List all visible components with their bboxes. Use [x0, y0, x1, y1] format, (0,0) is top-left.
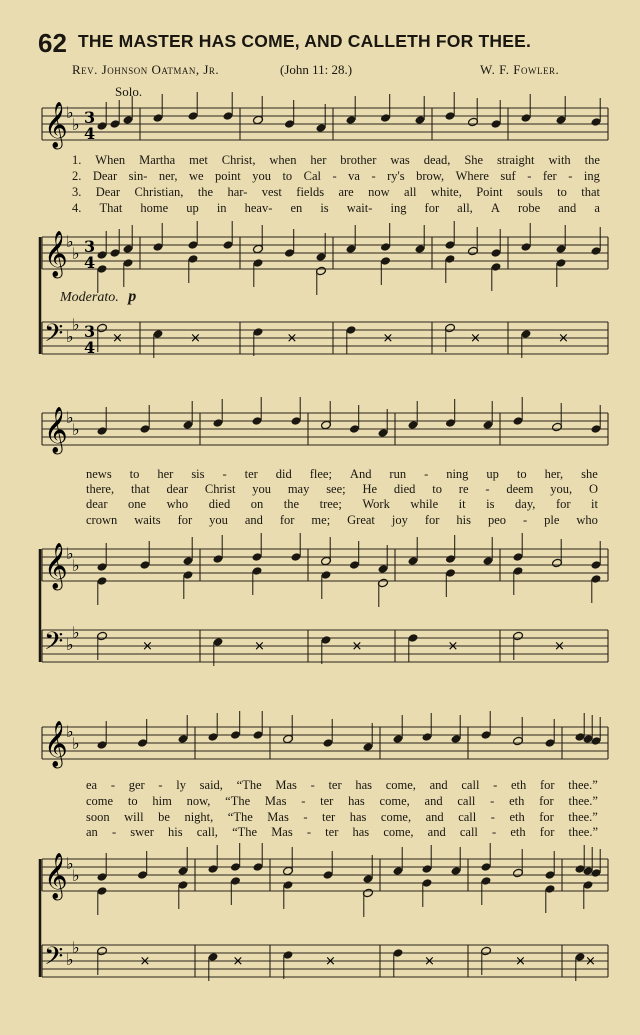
lyric-syllable: has [349, 810, 367, 824]
lyric-syllable: - [158, 778, 163, 792]
lyric-syllable: “The [236, 778, 262, 792]
lyric-syllable: home [140, 201, 169, 215]
flat-icon: ♭ [72, 623, 80, 642]
lyric-syllable: the [283, 497, 300, 511]
lyric-syllable: white, [430, 185, 462, 199]
time-signature-top: 3 [84, 322, 96, 341]
lyric-syllable: - [568, 169, 573, 183]
lyric-syllable: be [158, 810, 170, 824]
lyric-syllable: swer [130, 825, 154, 839]
lyric-line [86, 810, 598, 825]
lyric-syllable: sin- [128, 169, 148, 183]
lyric-syllable: Dear [92, 169, 118, 183]
lyric-syllable: me; [311, 513, 331, 527]
flat-icon: ♭ [66, 544, 74, 563]
quarter-rest-icon: × [351, 639, 363, 654]
lyric-syllable: him [152, 794, 172, 808]
lyric-syllable: it [591, 497, 598, 511]
flat-icon: ♭ [72, 938, 80, 957]
lyric-syllable: is [486, 497, 495, 511]
lyric-syllable: - [485, 482, 490, 496]
author-credit: Rev. Johnson Oatman, Jr. [72, 62, 220, 77]
lyric-syllable: ger [128, 778, 145, 792]
lyric-syllable: you, [550, 482, 573, 496]
lyric-syllable: wait- [346, 201, 373, 215]
lyric-syllable: come, [385, 778, 416, 792]
lyric-syllable: we [188, 169, 204, 183]
lyric-syllable: joy [391, 513, 408, 527]
lyric-syllable: eth [509, 794, 525, 808]
lyric-syllable: you [252, 169, 271, 183]
lyric-syllable: for [539, 794, 554, 808]
lyric-syllable: call [457, 794, 476, 808]
lyric-syllable: call, [196, 825, 218, 839]
lyric-syllable: thee.” [568, 794, 598, 808]
flat-icon: ♭ [66, 327, 74, 346]
bass-clef-icon: 𝄢 [44, 319, 64, 354]
lyric-syllable: ple [544, 513, 560, 527]
lyric-line [86, 778, 598, 793]
lyric-syllable: 3. [72, 185, 82, 199]
lyric-syllable: - [332, 169, 337, 183]
lyric-syllable: said, [199, 778, 223, 792]
hymn-number: 62 [38, 28, 67, 58]
lyric-syllable: souls [517, 185, 543, 199]
lyric-syllable: up [486, 467, 499, 481]
lyric-syllable: ter [320, 794, 334, 808]
treble-clef-icon: 𝄞 [44, 721, 68, 767]
lyric-syllable: ter [325, 825, 339, 839]
flat-icon: ♭ [72, 556, 80, 575]
flat-icon: ♭ [66, 232, 74, 251]
lyric-syllable: 4. [72, 201, 82, 215]
time-signature-top: 3 [84, 237, 96, 256]
lyric-syllable: all, [457, 201, 473, 215]
time-signature-top: 3 [84, 108, 96, 127]
lyric-syllable: Mas [271, 825, 293, 839]
lyric-syllable: has [352, 825, 370, 839]
lyric-line [86, 825, 598, 840]
lyric-syllable: has [355, 778, 372, 792]
lyric-syllable: night, [184, 810, 214, 824]
lyric-syllable: for [424, 201, 440, 215]
quarter-rest-icon: × [190, 331, 201, 346]
composer-credit: W. F. Fowler. [480, 62, 560, 77]
lyric-syllable: Cal [303, 169, 322, 183]
lyric-syllable: and [558, 201, 577, 215]
lyric-syllable: - [222, 467, 227, 481]
lyric-syllable: Mas [264, 794, 287, 808]
treble-clef-icon: 𝄞 [44, 231, 68, 277]
lyric-syllable: A [490, 201, 500, 215]
lyric-syllable: up [186, 201, 199, 215]
flat-icon: ♭ [66, 722, 74, 741]
lyric-syllable: to [516, 467, 527, 481]
lyric-syllable: fields [296, 185, 325, 199]
lyric-syllable: - [424, 467, 429, 481]
lyric-syllable: 2. [72, 169, 82, 183]
lyric-syllable: for [279, 513, 295, 527]
flat-icon: ♭ [72, 866, 80, 885]
lyric-syllable: for [555, 497, 571, 511]
quarter-rest-icon: × [382, 331, 394, 346]
quarter-rest-icon: × [515, 954, 526, 969]
lyric-syllable: come [86, 794, 114, 808]
lyric-syllable: heav- [244, 201, 273, 215]
lyric-syllable: soon [86, 810, 110, 824]
flat-icon: ♭ [66, 408, 74, 427]
lyric-syllable: Christ [204, 482, 236, 496]
lyric-syllable: you [209, 513, 228, 527]
quarter-rest-icon: × [232, 954, 244, 969]
lyric-syllable: for [177, 513, 193, 527]
lyric-syllable: peo [487, 513, 506, 527]
lyric-syllable: dear [166, 482, 189, 496]
treble-clef-icon: 𝄞 [44, 543, 68, 589]
lyric-syllable: point [215, 169, 241, 183]
lyric-syllable: has [348, 794, 365, 808]
lyric-syllable: Point [476, 185, 503, 199]
lyric-syllable: - [301, 794, 306, 808]
lyric-line [72, 153, 600, 168]
time-signature-bottom: 4 [84, 253, 96, 272]
lyric-syllable: ry's [387, 169, 405, 183]
flat-icon: ♭ [72, 734, 80, 753]
lyric-syllable: died [208, 497, 231, 511]
lyric-syllable: his [456, 513, 471, 527]
quarter-rest-icon: × [112, 331, 123, 346]
lyric-syllable: That [99, 201, 123, 215]
quarter-rest-icon: × [447, 639, 459, 654]
lyric-syllable: all [404, 185, 417, 199]
lyric-syllable: ter [322, 810, 336, 824]
lyric-syllable: for [539, 825, 555, 839]
lyric-syllable: She [464, 153, 484, 167]
flat-icon: ♭ [72, 115, 80, 134]
lyric-syllable: crown [86, 513, 118, 527]
lyric-syllable: - [490, 810, 495, 824]
lyric-syllable: and [244, 513, 263, 527]
treble-clef-icon: 𝄞 [44, 102, 68, 148]
lyric-syllable: see; [326, 482, 346, 496]
lyric-syllable: Christian, [134, 185, 184, 199]
lyric-syllable: eth [511, 778, 527, 792]
lyric-syllable: har- [227, 185, 248, 199]
lyric-syllable: the [584, 153, 600, 167]
lyric-syllable: thee.” [568, 810, 598, 824]
treble-clef-icon: 𝄞 [44, 407, 68, 453]
flat-icon: ♭ [72, 420, 80, 439]
lyric-syllable: may [287, 482, 310, 496]
lyric-syllable: are [338, 185, 354, 199]
lyric-syllable: dead, [423, 153, 451, 167]
flat-icon: ♭ [66, 103, 74, 122]
flat-icon: ♭ [72, 244, 80, 263]
lyric-syllable: who [166, 497, 189, 511]
lyric-syllable: call [459, 825, 478, 839]
lyric-syllable: - [310, 778, 315, 792]
lyric-syllable: and [425, 810, 444, 824]
quarter-rest-icon: × [286, 331, 298, 346]
lyric-syllable: ly [176, 778, 186, 792]
lyric-syllable: with [548, 153, 571, 167]
lyric-line [86, 467, 598, 482]
lyric-syllable: straight [497, 153, 535, 167]
lyric-line [72, 169, 600, 184]
lyric-syllable: - [527, 169, 532, 183]
lyric-syllable: eth [509, 810, 525, 824]
lyric-syllable: - [490, 794, 495, 808]
lyric-syllable: to [432, 482, 442, 496]
lyric-syllable: now, [186, 794, 211, 808]
scripture-reference: (John 11: 28.) [280, 62, 353, 77]
lyric-syllable: is [320, 201, 329, 215]
lyric-syllable: will [124, 810, 144, 824]
lyric-syllable: when [269, 153, 297, 167]
lyric-syllable: Martha [139, 153, 176, 167]
quarter-rest-icon: × [470, 331, 481, 346]
lyric-syllable: it [458, 497, 466, 511]
lyric-syllable: O [588, 482, 598, 496]
lyric-syllable: you [252, 482, 271, 496]
time-signature-bottom: 4 [84, 124, 96, 143]
lyric-syllable: that [581, 185, 600, 199]
lyric-syllable: Work [362, 497, 390, 511]
lyric-syllable: He [362, 482, 378, 496]
lyric-syllable: thee.” [568, 825, 598, 839]
lyric-syllable: ea [86, 778, 98, 792]
lyric-syllable: eth [510, 825, 526, 839]
lyric-syllable: to [127, 794, 138, 808]
lyric-syllable: that [130, 482, 150, 496]
lyric-syllable: Great [347, 513, 375, 527]
lyric-syllable: come, [380, 810, 412, 824]
lyric-syllable: now [368, 185, 390, 199]
time-signature-bottom: 4 [84, 338, 96, 357]
lyric-syllable: call [461, 778, 480, 792]
lyric-syllable: to [557, 185, 567, 199]
lyric-syllable: - [493, 778, 498, 792]
lyric-syllable: ner, [158, 169, 178, 183]
lyric-syllable: - [306, 825, 312, 839]
lyric-syllable: call [458, 810, 477, 824]
lyric-syllable: for [539, 778, 555, 792]
lyric-syllable: vest [261, 185, 282, 199]
lyric-syllable: come, [379, 794, 410, 808]
lyric-syllable: deem [506, 482, 534, 496]
lyric-syllable: and [429, 778, 448, 792]
lyric-syllable: and [427, 825, 446, 839]
quarter-rest-icon: × [142, 639, 153, 654]
lyric-syllable: news [86, 467, 112, 481]
lyric-line [72, 201, 600, 216]
lyric-syllable: sis [191, 467, 205, 481]
lyric-syllable: Christ, [221, 153, 256, 167]
hymn-title: THE MASTER HAS COME, AND CALLETH FOR THEE. [78, 31, 532, 51]
lyric-syllable: “The [227, 810, 253, 824]
quarter-rest-icon: × [139, 954, 151, 969]
lyric-syllable: while [410, 497, 439, 511]
lyric-syllable: in [216, 201, 227, 215]
lyric-syllable: her, [544, 467, 564, 481]
lyric-line [86, 482, 598, 497]
treble-clef-icon: 𝄞 [44, 853, 68, 899]
lyric-syllable: was [390, 153, 410, 167]
lyric-syllable: en [290, 201, 303, 215]
dynamic-marking: p [128, 288, 137, 305]
lyric-syllable: ing [390, 201, 407, 215]
flat-icon: ♭ [66, 854, 74, 873]
lyric-syllable: “The [232, 825, 258, 839]
lyric-syllable: - [111, 825, 117, 839]
lyric-syllable: did [275, 467, 292, 481]
lyric-syllable: an [86, 825, 98, 839]
lyric-syllable: the [197, 185, 214, 199]
lyric-syllable: Where [455, 169, 489, 183]
lyric-line [72, 185, 600, 200]
lyric-line [86, 794, 598, 809]
lyric-syllable: re [458, 482, 469, 496]
lyric-syllable: she [581, 467, 598, 481]
lyric-syllable: there, [86, 482, 115, 496]
flat-icon: ♭ [72, 315, 80, 334]
lyric-syllable: who [576, 513, 598, 527]
lyric-syllable: for [424, 513, 440, 527]
quarter-rest-icon: × [325, 954, 336, 969]
lyric-syllable: Dear [95, 185, 121, 199]
bass-clef-icon: 𝄢 [44, 942, 64, 977]
lyric-syllable: brow, [416, 169, 445, 183]
quarter-rest-icon: × [585, 954, 596, 969]
lyric-syllable: day, [515, 497, 536, 511]
lyric-line [86, 513, 598, 528]
lyric-syllable: to [129, 467, 140, 481]
flat-icon: ♭ [66, 950, 74, 969]
lyric-syllable: her [310, 153, 327, 167]
lyric-syllable: Mas [267, 810, 289, 824]
lyric-line [86, 497, 598, 512]
lyric-syllable: And [349, 467, 372, 481]
lyric-syllable: his [168, 825, 183, 839]
bass-clef-icon: 𝄢 [44, 627, 64, 662]
lyric-syllable: come, [383, 825, 414, 839]
lyric-syllable: - [110, 778, 115, 792]
solo-marking: Solo. [115, 84, 143, 99]
lyric-syllable: brother [340, 153, 377, 167]
lyric-syllable: run [389, 467, 407, 481]
lyric-syllable: tree; [319, 497, 342, 511]
lyric-syllable: died [393, 482, 416, 496]
lyric-syllable: thee.” [568, 778, 598, 792]
lyric-syllable: ing [583, 169, 600, 183]
lyric-syllable: ter [244, 467, 258, 481]
lyric-syllable: - [522, 513, 528, 527]
lyric-syllable: ter [328, 778, 342, 792]
lyric-syllable: waits [134, 513, 161, 527]
quarter-rest-icon: × [424, 954, 435, 969]
flat-icon: ♭ [66, 635, 74, 654]
lyric-syllable: on [250, 497, 264, 511]
lyric-syllable: her [157, 467, 174, 481]
quarter-rest-icon: × [558, 331, 569, 346]
lyric-syllable: - [303, 810, 308, 824]
lyric-syllable: “The [225, 794, 251, 808]
lyric-syllable: and [424, 794, 443, 808]
quarter-rest-icon: × [554, 639, 565, 654]
lyric-syllable: 1. [72, 153, 82, 167]
lyric-syllable: - [492, 825, 497, 839]
tempo-label: Moderato. [60, 290, 119, 305]
quarter-rest-icon: × [254, 639, 265, 654]
lyric-syllable: - [371, 169, 376, 183]
lyric-syllable: When [95, 153, 126, 167]
lyric-syllable: fer [542, 169, 557, 183]
lyric-syllable: robe [517, 201, 541, 215]
lyric-syllable: ning [446, 467, 469, 481]
lyric-syllable: dear [86, 497, 108, 511]
lyric-syllable: Mas [275, 778, 297, 792]
lyric-syllable: one [128, 497, 147, 511]
lyric-syllable: va [348, 169, 360, 183]
lyric-syllable: to [282, 169, 293, 183]
lyric-syllable: suf [500, 169, 516, 183]
lyric-syllable: met [189, 153, 208, 167]
lyric-syllable: for [539, 810, 554, 824]
lyric-syllable: a [594, 201, 600, 215]
lyric-syllable: flee; [309, 467, 332, 481]
